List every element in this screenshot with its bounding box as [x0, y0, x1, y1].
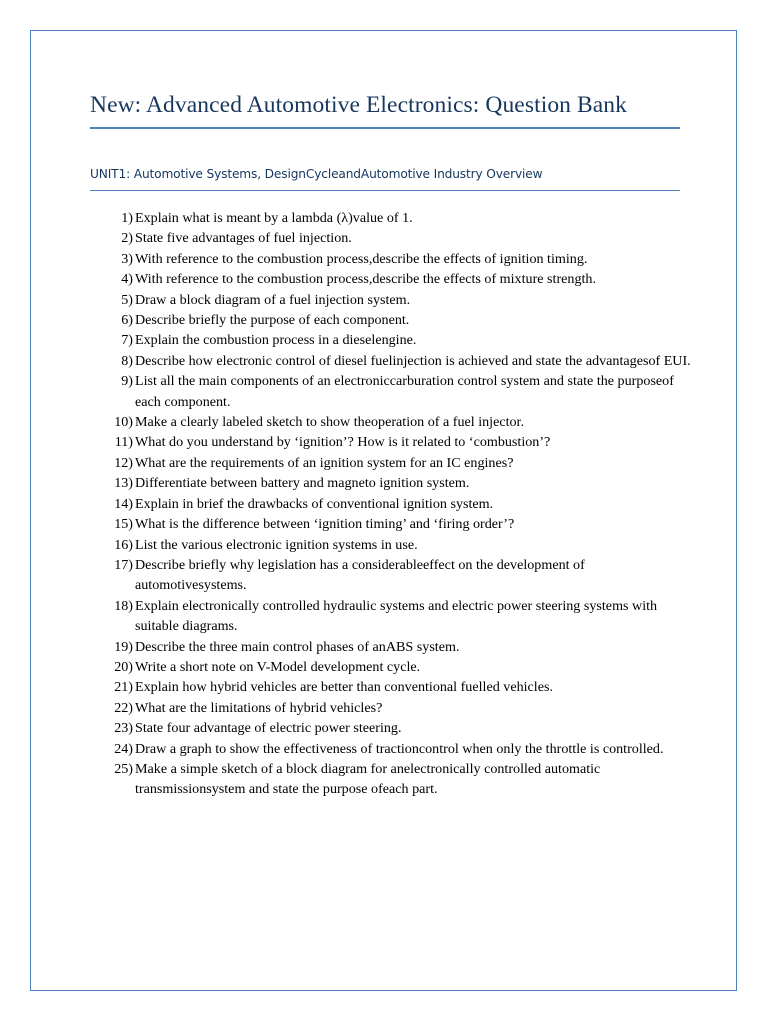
- question-number: 23): [114, 720, 133, 737]
- unit-heading: UNIT1: Automotive Systems, DesignCycleandAutomotive Industry Overview: [90, 167, 543, 181]
- question-number: 9): [121, 373, 133, 390]
- question-number: 18): [114, 597, 133, 614]
- question-item: [96, 535, 696, 555]
- question-number: 3): [121, 250, 133, 267]
- question-item: [96, 330, 696, 350]
- question-text: What is the difference between ‘ignition timing’ and ‘firing order’?: [135, 516, 515, 533]
- question-number: 24): [114, 740, 133, 757]
- question-text: With reference to the combustion process,describe the effects of ignition timing.: [135, 250, 588, 267]
- question-item: [96, 759, 696, 800]
- question-text: Describe briefly why legislation has a considerableeffect on the development of automotivesystems.: [135, 556, 585, 594]
- question-number: 13): [114, 475, 133, 492]
- question-text: State four advantage of electric power steering.: [135, 720, 402, 737]
- question-number: 8): [121, 352, 133, 369]
- question-item: [96, 228, 696, 248]
- question-text: Make a clearly labeled sketch to show theoperation of a fuel injector.: [135, 414, 524, 431]
- question-item: [96, 208, 696, 228]
- question-number: 17): [114, 556, 133, 573]
- question-item: [96, 596, 696, 637]
- question-number: 25): [114, 760, 133, 777]
- question-item: [96, 412, 696, 432]
- question-text: Explain electronically controlled hydraulic systems and electric power steering systems with suitable diagrams.: [135, 597, 658, 635]
- question-item: [96, 290, 696, 310]
- question-item: [96, 637, 696, 657]
- question-item: [96, 514, 696, 534]
- question-item: [96, 432, 696, 452]
- question-text: Describe the three main control phases of anABS system.: [135, 638, 460, 655]
- title-underline: [90, 127, 680, 129]
- question-text: Explain how hybrid vehicles are better than conventional fuelled vehicles.: [135, 679, 553, 696]
- question-number: 16): [114, 536, 133, 553]
- question-text: Describe how electronic control of diesel fuelinjection is achieved and state the advantagesof EUI.: [135, 352, 691, 369]
- question-text: Make a simple sketch of a block diagram for anelectronically controlled automatic transmissionsystem and state the purpose ofeach part.: [135, 760, 601, 798]
- document-title: New: Advanced Automotive Electronics: Question Bank: [90, 92, 628, 118]
- question-number: 1): [121, 210, 133, 226]
- question-item: [96, 453, 696, 473]
- question-text: Explain the combustion process in a dieselengine.: [135, 332, 417, 349]
- question-text: List the various electronic ignition systems in use.: [135, 536, 418, 553]
- question-text: With reference to the combustion process,describe the effects of mixture strength.: [135, 271, 596, 288]
- question-item: [96, 677, 696, 697]
- question-item: [96, 249, 696, 269]
- question-number: 20): [114, 658, 133, 675]
- question-item: [96, 555, 696, 596]
- question-number: 12): [114, 454, 133, 471]
- question-number: 6): [121, 312, 133, 329]
- question-text: List all the main components of an electroniccarburation control system and state the purposeof each component.: [135, 373, 674, 410]
- question-item: [96, 371, 696, 412]
- unit-heading-underline: [90, 190, 680, 191]
- question-item: [96, 473, 696, 493]
- question-text: What do you understand by ‘ignition’? How is it related to ‘combustion’?: [135, 434, 551, 451]
- question-text: State five advantages of fuel injection.: [135, 230, 352, 247]
- question-text: Draw a graph to show the effectiveness of tractioncontrol when only the throttle is controlled.: [135, 740, 664, 757]
- question-text: Describe briefly the purpose of each component.: [135, 312, 410, 329]
- question-item: [96, 494, 696, 514]
- question-number: 5): [121, 291, 133, 308]
- question-text: Write a short note on V-Model development cycle.: [135, 658, 421, 675]
- question-number: 2): [121, 230, 133, 247]
- question-text: Explain what is meant by a lambda (λ)value of 1.: [135, 210, 413, 226]
- question-text: What are the requirements of an ignition system for an IC engines?: [135, 454, 514, 471]
- question-item: [96, 739, 696, 759]
- question-number: 22): [114, 699, 133, 716]
- question-number: 7): [121, 332, 133, 349]
- question-text: Explain in brief the drawbacks of conventional ignition system.: [135, 495, 494, 512]
- question-item: [96, 310, 696, 330]
- question-number: 11): [114, 434, 133, 451]
- question-number: 14): [114, 495, 133, 512]
- question-text: What are the limitations of hybrid vehicles?: [135, 699, 383, 716]
- question-item: [96, 351, 696, 371]
- question-number: 15): [114, 516, 133, 533]
- question-list: [96, 208, 696, 800]
- question-item: [96, 269, 696, 289]
- question-number: 21): [114, 679, 133, 696]
- question-number: 10): [114, 414, 133, 431]
- question-item: [96, 657, 696, 677]
- question-item: [96, 698, 696, 718]
- question-text: Differentiate between battery and magneto ignition system.: [135, 475, 470, 492]
- question-item: [96, 718, 696, 738]
- question-number: 19): [114, 638, 133, 655]
- question-number: 4): [121, 271, 133, 288]
- question-text: Draw a block diagram of a fuel injection system.: [135, 291, 411, 308]
